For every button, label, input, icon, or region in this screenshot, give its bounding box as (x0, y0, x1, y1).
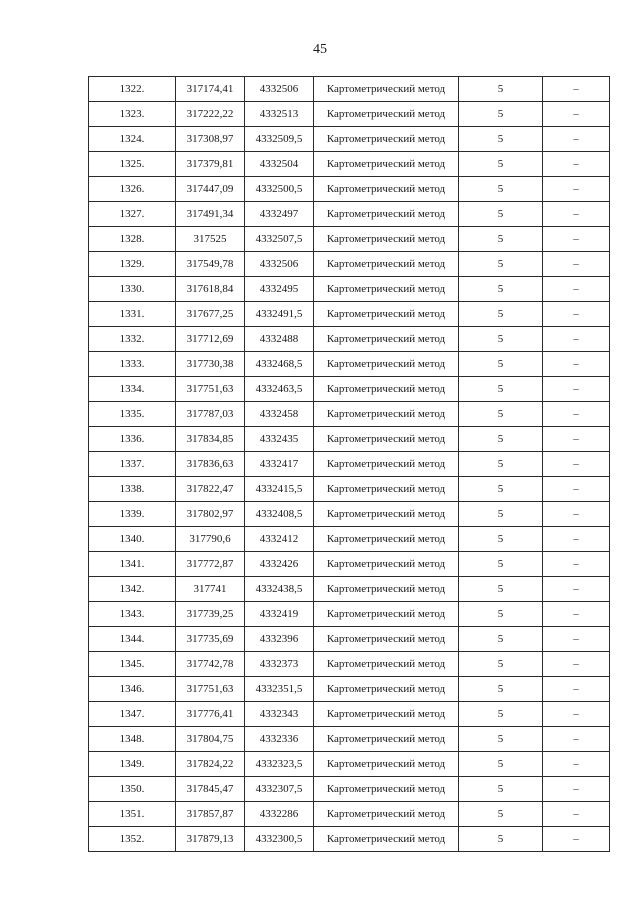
method-cell: Картометрический метод (314, 627, 459, 652)
table-row (89, 502, 610, 527)
x-coordinate-cell: 317222,22 (176, 102, 245, 127)
accuracy-cell: 5 (459, 827, 543, 852)
y-coordinate-cell: 4332300,5 (245, 827, 314, 852)
x-coordinate-cell: 317677,25 (176, 302, 245, 327)
note-cell: – (543, 277, 610, 302)
y-coordinate-cell: 4332504 (245, 152, 314, 177)
y-coordinate-cell: 4332513 (245, 102, 314, 127)
y-coordinate-cell: 4332463,5 (245, 377, 314, 402)
table-row (89, 352, 610, 377)
point-number-cell: 1333. (89, 352, 176, 377)
x-coordinate-cell: 317741 (176, 577, 245, 602)
table-row (89, 77, 610, 102)
table-row (89, 552, 610, 577)
note-cell: – (543, 752, 610, 777)
accuracy-cell: 5 (459, 802, 543, 827)
note-cell: – (543, 302, 610, 327)
y-coordinate-cell: 4332506 (245, 77, 314, 102)
point-number-cell: 1336. (89, 427, 176, 452)
method-cell: Картометрический метод (314, 577, 459, 602)
accuracy-cell: 5 (459, 677, 543, 702)
x-coordinate-cell: 317447,09 (176, 177, 245, 202)
accuracy-cell: 5 (459, 502, 543, 527)
note-cell: – (543, 727, 610, 752)
table-row (89, 227, 610, 252)
note-cell: – (543, 152, 610, 177)
x-coordinate-cell: 317735,69 (176, 627, 245, 652)
note-cell: – (543, 202, 610, 227)
point-number-cell: 1349. (89, 752, 176, 777)
x-coordinate-cell: 317739,25 (176, 602, 245, 627)
accuracy-cell: 5 (459, 777, 543, 802)
method-cell: Картометрический метод (314, 677, 459, 702)
table-row (89, 702, 610, 727)
y-coordinate-cell: 4332468,5 (245, 352, 314, 377)
note-cell: – (543, 802, 610, 827)
method-cell: Картометрический метод (314, 652, 459, 677)
table-row (89, 452, 610, 477)
note-cell: – (543, 627, 610, 652)
table-row (89, 202, 610, 227)
note-cell: – (543, 452, 610, 477)
table-row (89, 377, 610, 402)
table-row (89, 427, 610, 452)
y-coordinate-cell: 4332373 (245, 652, 314, 677)
method-cell: Картометрический метод (314, 502, 459, 527)
table-row (89, 677, 610, 702)
note-cell: – (543, 327, 610, 352)
table-row (89, 402, 610, 427)
point-number-cell: 1340. (89, 527, 176, 552)
point-number-cell: 1322. (89, 77, 176, 102)
accuracy-cell: 5 (459, 102, 543, 127)
x-coordinate-cell: 317845,47 (176, 777, 245, 802)
accuracy-cell: 5 (459, 327, 543, 352)
table-row (89, 727, 610, 752)
x-coordinate-cell: 317751,63 (176, 377, 245, 402)
point-number-cell: 1325. (89, 152, 176, 177)
x-coordinate-cell: 317857,87 (176, 802, 245, 827)
x-coordinate-cell: 317525 (176, 227, 245, 252)
table-body (89, 77, 610, 852)
y-coordinate-cell: 4332323,5 (245, 752, 314, 777)
y-coordinate-cell: 4332488 (245, 327, 314, 352)
method-cell: Картометрический метод (314, 77, 459, 102)
x-coordinate-cell: 317491,34 (176, 202, 245, 227)
accuracy-cell: 5 (459, 177, 543, 202)
note-cell: – (543, 552, 610, 577)
point-number-cell: 1335. (89, 402, 176, 427)
x-coordinate-cell: 317618,84 (176, 277, 245, 302)
point-number-cell: 1351. (89, 802, 176, 827)
x-coordinate-cell: 317174,41 (176, 77, 245, 102)
method-cell: Картометрический метод (314, 727, 459, 752)
point-number-cell: 1334. (89, 377, 176, 402)
y-coordinate-cell: 4332507,5 (245, 227, 314, 252)
y-coordinate-cell: 4332500,5 (245, 177, 314, 202)
accuracy-cell: 5 (459, 527, 543, 552)
table-row (89, 327, 610, 352)
table-row (89, 477, 610, 502)
note-cell: – (543, 127, 610, 152)
y-coordinate-cell: 4332408,5 (245, 502, 314, 527)
note-cell: – (543, 227, 610, 252)
method-cell: Картометрический метод (314, 527, 459, 552)
point-number-cell: 1345. (89, 652, 176, 677)
note-cell: – (543, 252, 610, 277)
accuracy-cell: 5 (459, 602, 543, 627)
point-number-cell: 1350. (89, 777, 176, 802)
x-coordinate-cell: 317776,41 (176, 702, 245, 727)
note-cell: – (543, 502, 610, 527)
note-cell: – (543, 652, 610, 677)
method-cell: Картометрический метод (314, 177, 459, 202)
table-row (89, 777, 610, 802)
method-cell: Картометрический метод (314, 827, 459, 852)
accuracy-cell: 5 (459, 552, 543, 577)
note-cell: – (543, 477, 610, 502)
y-coordinate-cell: 4332506 (245, 252, 314, 277)
accuracy-cell: 5 (459, 427, 543, 452)
point-number-cell: 1339. (89, 502, 176, 527)
point-number-cell: 1347. (89, 702, 176, 727)
point-number-cell: 1338. (89, 477, 176, 502)
point-number-cell: 1332. (89, 327, 176, 352)
method-cell: Картометрический метод (314, 102, 459, 127)
x-coordinate-cell: 317379,81 (176, 152, 245, 177)
method-cell: Картометрический метод (314, 452, 459, 477)
x-coordinate-cell: 317834,85 (176, 427, 245, 452)
table-row (89, 252, 610, 277)
y-coordinate-cell: 4332435 (245, 427, 314, 452)
x-coordinate-cell: 317712,69 (176, 327, 245, 352)
method-cell: Картометрический метод (314, 327, 459, 352)
y-coordinate-cell: 4332307,5 (245, 777, 314, 802)
table-row (89, 102, 610, 127)
accuracy-cell: 5 (459, 402, 543, 427)
y-coordinate-cell: 4332458 (245, 402, 314, 427)
method-cell: Картометрический метод (314, 152, 459, 177)
x-coordinate-cell: 317802,97 (176, 502, 245, 527)
point-number-cell: 1348. (89, 727, 176, 752)
x-coordinate-cell: 317742,78 (176, 652, 245, 677)
x-coordinate-cell: 317772,87 (176, 552, 245, 577)
y-coordinate-cell: 4332509,5 (245, 127, 314, 152)
note-cell: – (543, 352, 610, 377)
y-coordinate-cell: 4332426 (245, 552, 314, 577)
note-cell: – (543, 102, 610, 127)
point-number-cell: 1341. (89, 552, 176, 577)
point-number-cell: 1337. (89, 452, 176, 477)
method-cell: Картометрический метод (314, 402, 459, 427)
table-row (89, 602, 610, 627)
note-cell: – (543, 177, 610, 202)
note-cell: – (543, 527, 610, 552)
accuracy-cell: 5 (459, 277, 543, 302)
note-cell: – (543, 677, 610, 702)
accuracy-cell: 5 (459, 377, 543, 402)
point-number-cell: 1329. (89, 252, 176, 277)
x-coordinate-cell: 317787,03 (176, 402, 245, 427)
x-coordinate-cell: 317836,63 (176, 452, 245, 477)
y-coordinate-cell: 4332343 (245, 702, 314, 727)
note-cell: – (543, 577, 610, 602)
y-coordinate-cell: 4332286 (245, 802, 314, 827)
y-coordinate-cell: 4332438,5 (245, 577, 314, 602)
accuracy-cell: 5 (459, 152, 543, 177)
note-cell: – (543, 77, 610, 102)
method-cell: Картометрический метод (314, 277, 459, 302)
x-coordinate-cell: 317549,78 (176, 252, 245, 277)
y-coordinate-cell: 4332415,5 (245, 477, 314, 502)
table-row (89, 827, 610, 852)
accuracy-cell: 5 (459, 752, 543, 777)
y-coordinate-cell: 4332491,5 (245, 302, 314, 327)
point-number-cell: 1352. (89, 827, 176, 852)
accuracy-cell: 5 (459, 202, 543, 227)
x-coordinate-cell: 317730,38 (176, 352, 245, 377)
x-coordinate-cell: 317879,13 (176, 827, 245, 852)
x-coordinate-cell: 317824,22 (176, 752, 245, 777)
point-number-cell: 1330. (89, 277, 176, 302)
x-coordinate-cell: 317822,47 (176, 477, 245, 502)
x-coordinate-cell: 317804,75 (176, 727, 245, 752)
accuracy-cell: 5 (459, 352, 543, 377)
accuracy-cell: 5 (459, 727, 543, 752)
method-cell: Картометрический метод (314, 352, 459, 377)
accuracy-cell: 5 (459, 652, 543, 677)
method-cell: Картометрический метод (314, 702, 459, 727)
method-cell: Картометрический метод (314, 252, 459, 277)
y-coordinate-cell: 4332351,5 (245, 677, 314, 702)
note-cell: – (543, 827, 610, 852)
accuracy-cell: 5 (459, 702, 543, 727)
accuracy-cell: 5 (459, 452, 543, 477)
note-cell: – (543, 602, 610, 627)
table-row (89, 627, 610, 652)
method-cell: Картометрический метод (314, 777, 459, 802)
note-cell: – (543, 377, 610, 402)
table-row (89, 577, 610, 602)
point-number-cell: 1323. (89, 102, 176, 127)
method-cell: Картометрический метод (314, 602, 459, 627)
table-row (89, 802, 610, 827)
table-row (89, 152, 610, 177)
note-cell: – (543, 427, 610, 452)
table-row (89, 302, 610, 327)
table-row (89, 527, 610, 552)
method-cell: Картометрический метод (314, 752, 459, 777)
method-cell: Картометрический метод (314, 202, 459, 227)
method-cell: Картометрический метод (314, 427, 459, 452)
method-cell: Картометрический метод (314, 377, 459, 402)
point-number-cell: 1326. (89, 177, 176, 202)
table-row (89, 127, 610, 152)
y-coordinate-cell: 4332419 (245, 602, 314, 627)
y-coordinate-cell: 4332417 (245, 452, 314, 477)
accuracy-cell: 5 (459, 252, 543, 277)
method-cell: Картометрический метод (314, 802, 459, 827)
accuracy-cell: 5 (459, 127, 543, 152)
x-coordinate-cell: 317308,97 (176, 127, 245, 152)
point-number-cell: 1328. (89, 227, 176, 252)
point-number-cell: 1344. (89, 627, 176, 652)
point-number-cell: 1343. (89, 602, 176, 627)
note-cell: – (543, 702, 610, 727)
x-coordinate-cell: 317790,6 (176, 527, 245, 552)
note-cell: – (543, 402, 610, 427)
table-row (89, 277, 610, 302)
method-cell: Картометрический метод (314, 127, 459, 152)
x-coordinate-cell: 317751,63 (176, 677, 245, 702)
method-cell: Картометрический метод (314, 477, 459, 502)
point-number-cell: 1342. (89, 577, 176, 602)
method-cell: Картометрический метод (314, 302, 459, 327)
accuracy-cell: 5 (459, 577, 543, 602)
accuracy-cell: 5 (459, 627, 543, 652)
note-cell: – (543, 777, 610, 802)
y-coordinate-cell: 4332497 (245, 202, 314, 227)
point-number-cell: 1331. (89, 302, 176, 327)
point-number-cell: 1346. (89, 677, 176, 702)
accuracy-cell: 5 (459, 227, 543, 252)
y-coordinate-cell: 4332396 (245, 627, 314, 652)
table-row (89, 652, 610, 677)
y-coordinate-cell: 4332495 (245, 277, 314, 302)
method-cell: Картометрический метод (314, 552, 459, 577)
accuracy-cell: 5 (459, 77, 543, 102)
page-number: 45 (313, 42, 327, 57)
accuracy-cell: 5 (459, 302, 543, 327)
coordinates-table (88, 76, 610, 852)
point-number-cell: 1327. (89, 202, 176, 227)
table-row (89, 752, 610, 777)
y-coordinate-cell: 4332336 (245, 727, 314, 752)
method-cell: Картометрический метод (314, 227, 459, 252)
table-row (89, 177, 610, 202)
y-coordinate-cell: 4332412 (245, 527, 314, 552)
accuracy-cell: 5 (459, 477, 543, 502)
point-number-cell: 1324. (89, 127, 176, 152)
